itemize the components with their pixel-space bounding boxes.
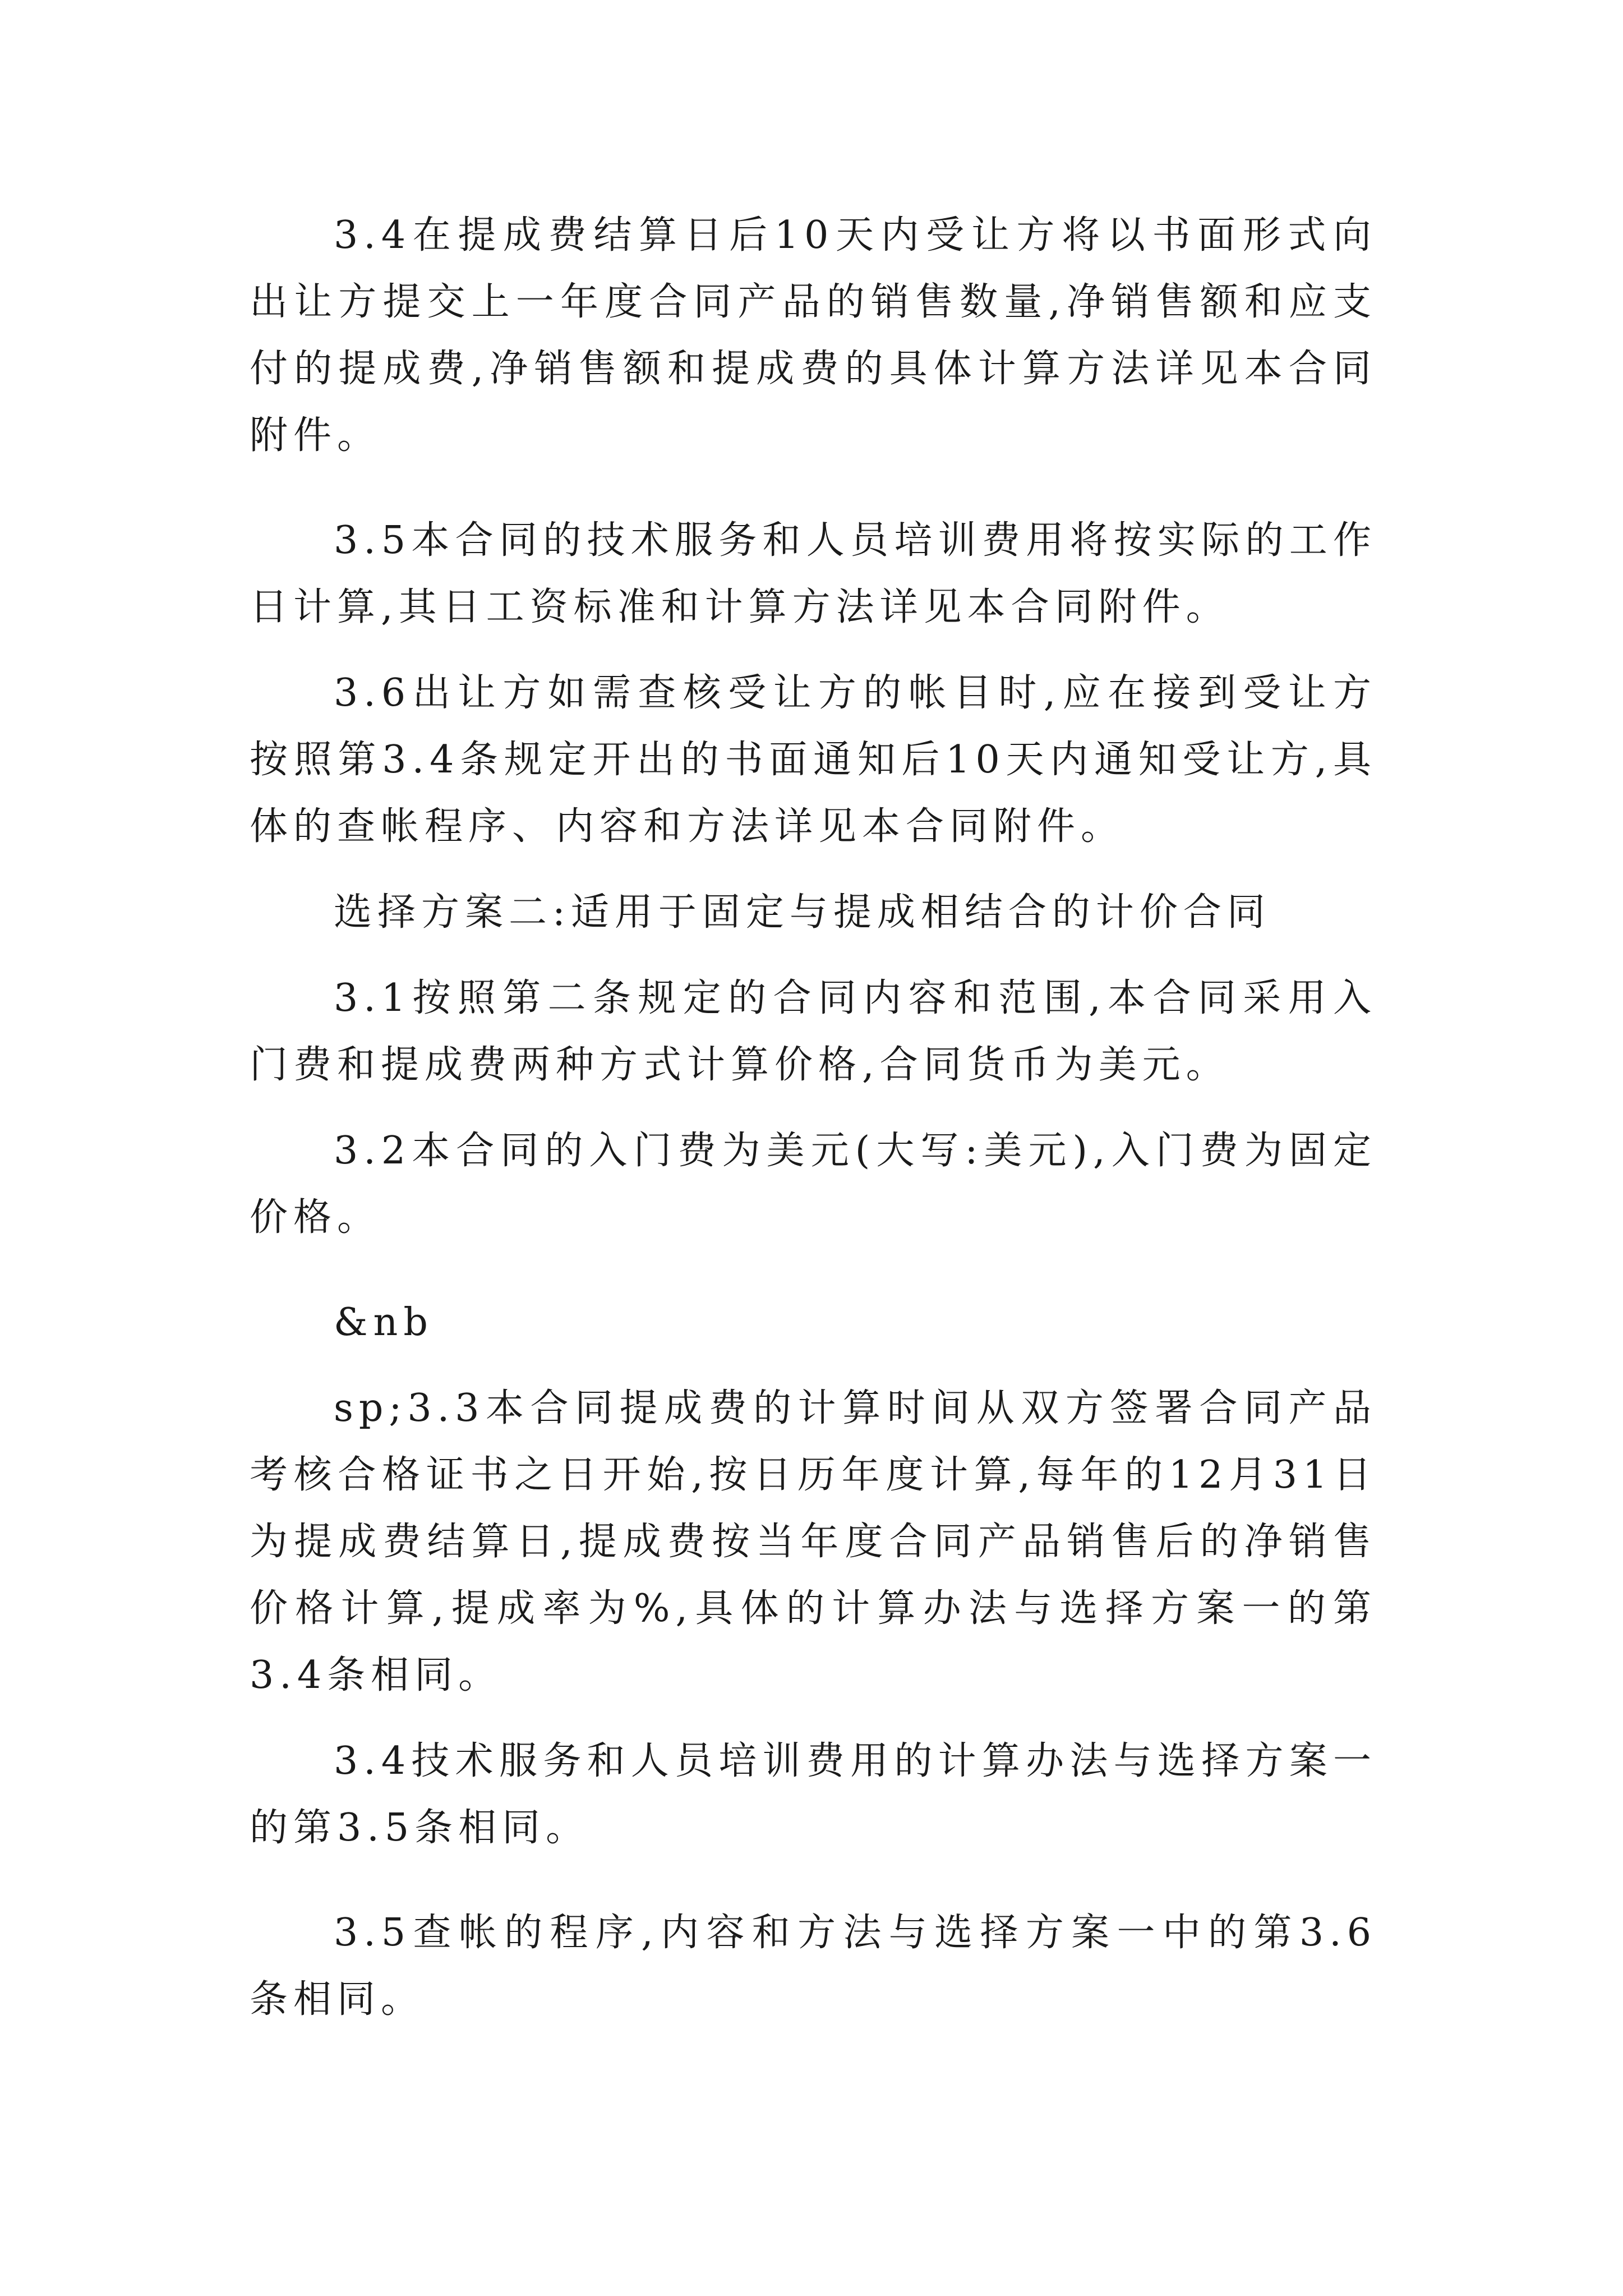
paragraph-stray-entity-fragment: &nb <box>334 1300 434 1345</box>
paragraph-3-2-entry-fee: 3.2本合同的入门费为美元(大写:美元),入门费为固定价格。 <box>250 1129 1377 1240</box>
paragraph-3-5-audit-option-two: 3.5查帐的程序,内容和方法与选择方案一中的第3.6条相同。 <box>250 1911 1377 2022</box>
paragraph-3-3-royalty-calculation: sp;3.3本合同提成费的计算时间从双方签署合同产品考核合格证书之日开始,按日历年度计算,每年的12月31日为提成费结算日,提成费按当年度合同产品销售后的净销售价格计算,提成率为%,具体的计算办法与选择方案一的第3.4条相同。 <box>250 1386 1377 1697</box>
option-two-heading: 选择方案二:适用于固定与提成相结合的计价合同 <box>334 890 1271 935</box>
paragraph-3-1-pricing-method: 3.1按照第二条规定的合同内容和范围,本合同采用入门费和提成费两种方式计算价格,合同货币为美元。 <box>250 976 1377 1087</box>
paragraph-3-4-royalty-report: 3.4在提成费结算日后10天内受让方将以书面形式向出让方提交上一年度合同产品的销售数量,净销售额和应支付的提成费,净销售额和提成费的具体计算方法详见本合同附件。 <box>250 213 1377 458</box>
paragraph-3-6-audit: 3.6出让方如需查核受让方的帐目时,应在接到受让方按照第3.4条规定开出的书面通知后10天内通知受让方,具体的查帐程序、内容和方法详见本合同附件。 <box>250 671 1377 849</box>
document-body <box>250 202 1377 2033</box>
paragraph-3-5-service-fees: 3.5本合同的技术服务和人员培训费用将按实际的工作日计算,其日工资标准和计算方法详见本合同附件。 <box>250 518 1377 629</box>
paragraph-3-4-service-fees-option-two: 3.4技术服务和人员培训费用的计算办法与选择方案一的第3.5条相同。 <box>250 1739 1377 1850</box>
